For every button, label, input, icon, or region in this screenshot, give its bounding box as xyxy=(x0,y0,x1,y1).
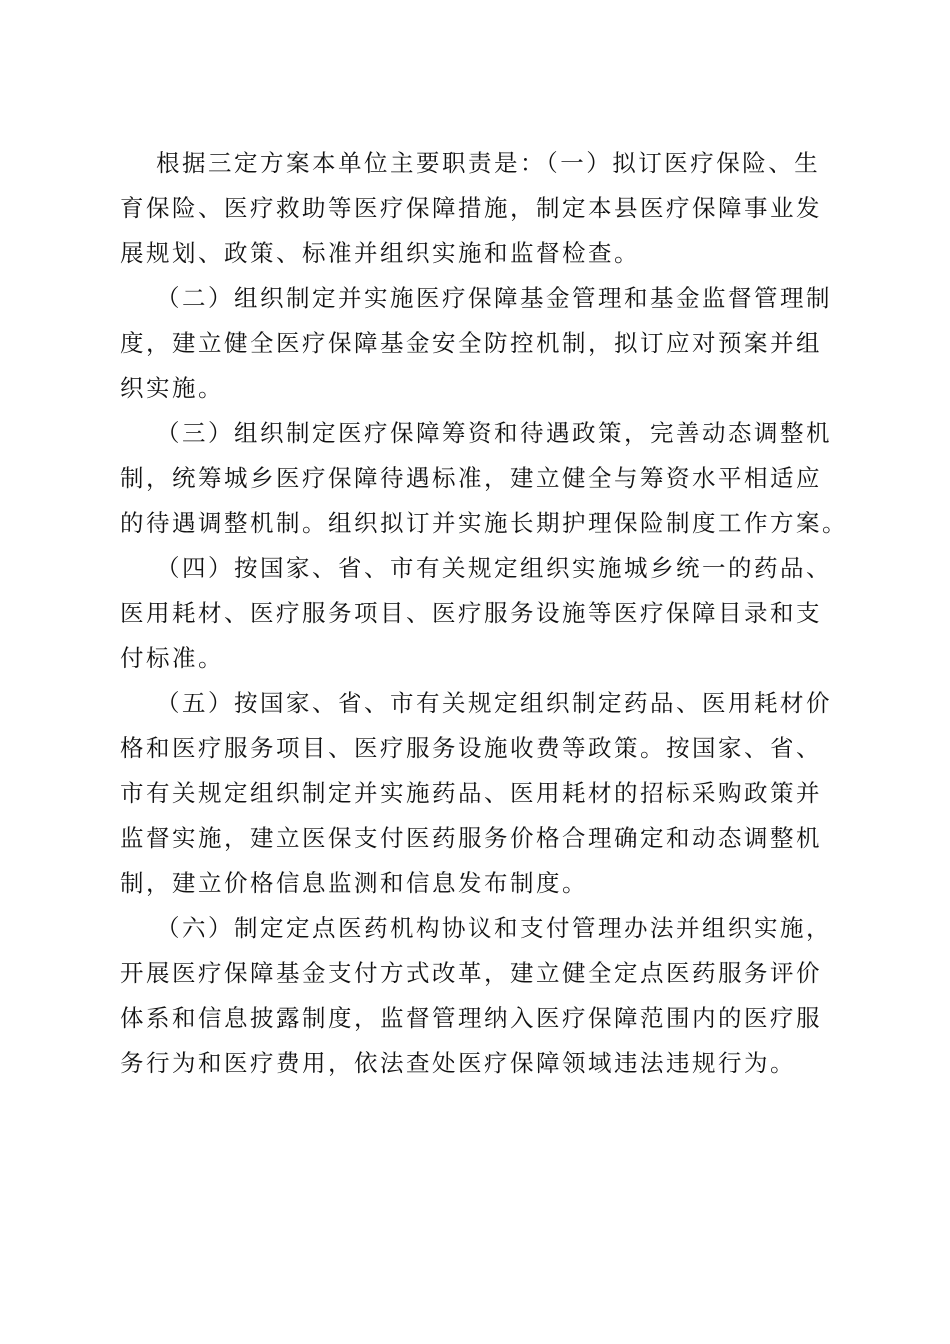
text-line: 制，建立价格信息监测和信息发布制度。 xyxy=(120,869,588,897)
paragraph-duty-3 xyxy=(120,411,848,546)
text-line: 务行为和医疗费用，依法查处医疗保障领域违法违规行为。 xyxy=(120,1049,796,1077)
document-body xyxy=(120,141,848,1086)
text-line: 格和医疗服务项目、医疗服务设施收费等政策。按国家、省、 xyxy=(120,734,822,762)
text-line: 度，建立健全医疗保障基金安全防控机制，拟订应对预案并组 xyxy=(120,329,822,357)
text-line: （三）组织制定医疗保障筹资和待遇政策，完善动态调整机 xyxy=(156,419,832,447)
text-line: 市有关规定组织制定并实施药品、医用耗材的招标采购政策并 xyxy=(120,779,822,807)
text-line: 制，统筹城乡医疗保障待遇标准，建立健全与筹资水平相适应 xyxy=(120,464,822,492)
paragraph-duty-4 xyxy=(120,546,832,681)
text-line: 付标准。 xyxy=(120,644,224,672)
text-line: （四）按国家、省、市有关规定组织实施城乡统一的药品、 xyxy=(156,554,832,582)
paragraph-duty-2 xyxy=(120,276,832,411)
paragraph-duties-intro xyxy=(120,141,825,276)
text-line: 开展医疗保障基金支付方式改革，建立健全定点医药服务评价 xyxy=(120,959,822,987)
text-line: 展规划、政策、标准并组织实施和监督检查。 xyxy=(120,239,640,267)
text-line: 的待遇调整机制。组织拟订并实施长期护理保险制度工作方案。 xyxy=(120,509,848,537)
text-line: （二）组织制定并实施医疗保障基金管理和基金监督管理制 xyxy=(156,284,832,312)
paragraph-duty-5 xyxy=(120,681,832,906)
text-line: 医用耗材、医疗服务项目、医疗服务设施等医疗保障目录和支 xyxy=(120,599,822,627)
text-line: 体系和信息披露制度，监督管理纳入医疗保障范围内的医疗服 xyxy=(120,1004,822,1032)
text-line: 监督实施，建立医保支付医药服务价格合理确定和动态调整机 xyxy=(120,824,822,852)
text-line: 根据三定方案本单位主要职责是：（一）拟订医疗保险、生 xyxy=(156,149,821,177)
text-line: （六）制定定点医药机构协议和支付管理办法并组织实施， xyxy=(156,914,832,942)
text-line: （五）按国家、省、市有关规定组织制定药品、医用耗材价 xyxy=(156,689,832,717)
text-line: 育保险、医疗救助等医疗保障措施，制定本县医疗保障事业发 xyxy=(120,194,822,222)
paragraph-duty-6 xyxy=(120,906,832,1086)
text-line: 织实施。 xyxy=(120,374,224,402)
